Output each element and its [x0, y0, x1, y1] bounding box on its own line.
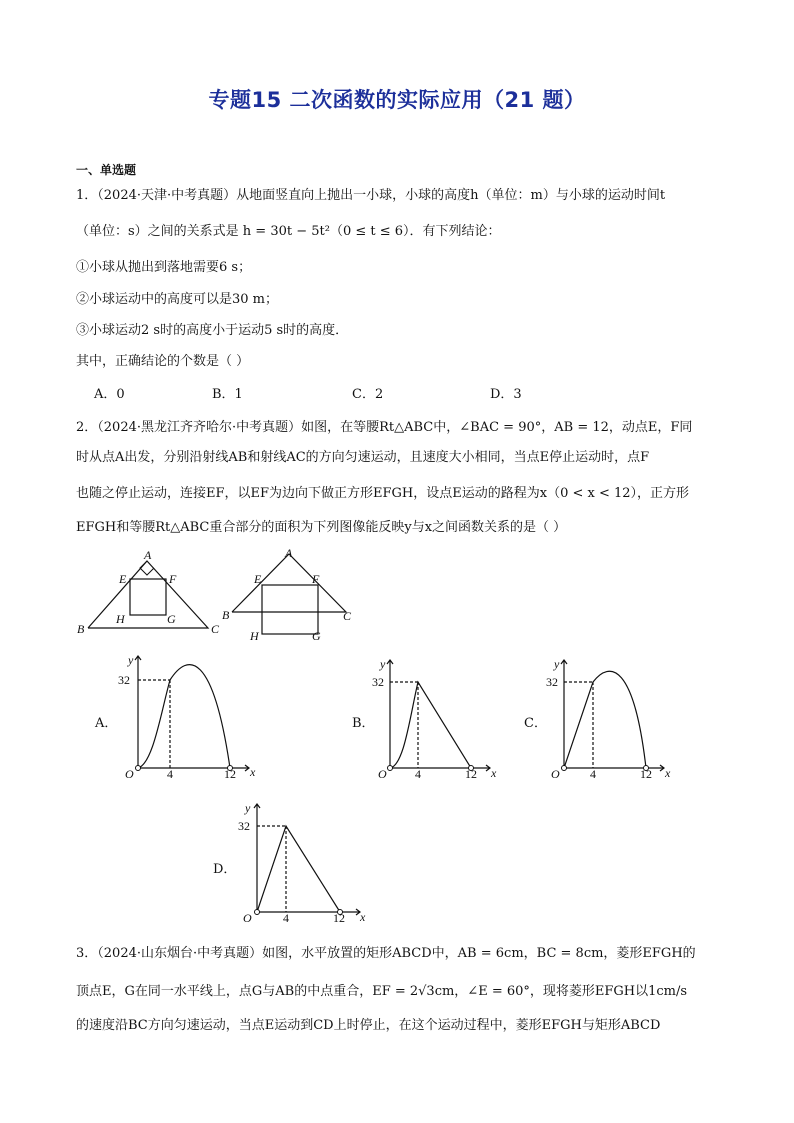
graph-b-x-tick-12: 12 — [465, 767, 477, 780]
fig2-label-h: H — [250, 629, 259, 643]
q1-statement-1: ①小球从抛出到落地需要6 s； — [76, 260, 252, 275]
q2-line3: 也随之停止运动，连接EF，以EF为边向下做正方形EFGH，设点E运动的路程为x（0 < x < 12），正方形 — [76, 486, 690, 501]
q1-option-b: B．1 — [212, 387, 243, 402]
graph-c-y-label: y — [554, 657, 560, 671]
fig1-label-h: H — [116, 612, 125, 626]
q3-line3: 的速度沿BC方向匀速运动，当点E运动到CD上时停止，在这个运动过程中，菱形EFGH与矩形ABCD — [76, 1018, 661, 1033]
q2-line1: 2．（2024·黑龙江齐齐哈尔·中考真题）如图，在等腰Rt△ABC中，∠BAC = 90°，AB = 12，动点E，F同 — [76, 420, 693, 435]
fig2-label-c: C — [343, 609, 352, 623]
q1-option-d: D．3 — [490, 387, 522, 402]
q1-line2: （单位：s）之间的关系式是 h = 30t − 5t²（0 ≤ t ≤ 6）．有下列结论： — [76, 224, 501, 239]
graph-d-origin-label: O — [243, 911, 252, 925]
graph-d-y-label: y — [245, 801, 251, 815]
fig2-label-f: F — [312, 572, 320, 586]
section-heading: 一、单选题 — [76, 163, 137, 177]
fig2-label-g: G — [312, 629, 321, 643]
graph-b-y-tick: 32 — [372, 675, 384, 689]
graph-b-x-label: x — [491, 766, 497, 780]
graph-d-origin-point — [255, 910, 260, 915]
graph-a-x-label: x — [250, 765, 256, 779]
q1-line1: 1．（2024·天津·中考真题）从地面竖直向上抛出一小球，小球的高度h（单位：m）与小球的运动时间t — [76, 188, 666, 203]
fig2-square — [262, 585, 318, 634]
q1-statement-3: ③小球运动2 s时的高度小于运动5 s时的高度． — [76, 323, 349, 338]
fig1-label-c: C — [211, 622, 220, 636]
graph-a — [113, 652, 263, 780]
fig2-label-b: B — [222, 608, 230, 622]
fig1-right-angle-mark — [140, 561, 154, 575]
q2-line4: EFGH和等腰Rt△ABC重合部分的面积为下列图像能反映y与x之间函数关系的是（ ） — [76, 520, 567, 535]
q2-option-d: D． — [213, 862, 237, 877]
graph-b — [370, 656, 510, 780]
graph-b-x-tick-4: 4 — [415, 767, 421, 780]
graph-d — [232, 800, 382, 926]
graph-c-origin-label: O — [551, 767, 560, 780]
graph-d-x-tick-4: 4 — [283, 911, 289, 925]
graph-d-y-tick: 32 — [238, 819, 250, 833]
q1-option-c: C．2 — [352, 387, 384, 402]
fig2-label-e: E — [254, 572, 262, 586]
fig2-triangle — [232, 554, 346, 612]
fig2-label-a: A — [285, 548, 293, 560]
graph-c-x-label: x — [665, 766, 671, 780]
graph-b-origin-point — [388, 766, 393, 771]
graph-c-y-tick: 32 — [546, 675, 558, 689]
fig1-square — [130, 579, 166, 615]
fig1-label-g: G — [167, 612, 176, 626]
graph-a-origin-label: O — [125, 767, 134, 780]
graph-b-y-label: y — [380, 657, 386, 671]
fig1-label-e: E — [119, 572, 127, 586]
graph-c-curve — [564, 671, 646, 768]
page-title: 专题15 二次函数的实际应用（21 题） — [208, 88, 586, 112]
q3-line1: 3．（2024·山东烟台·中考真题）如图，水平放置的矩形ABCD中，AB = 6cm，BC = 8cm，菱形EFGH的 — [76, 946, 696, 961]
q2-option-b: B． — [352, 716, 375, 731]
graph-a-x-tick-4: 4 — [167, 767, 173, 780]
graph-a-y-label: y — [128, 653, 134, 667]
q2-option-a: A． — [95, 716, 118, 731]
graph-a-curve — [138, 665, 230, 768]
q2-option-c: C． — [524, 716, 547, 731]
q1-statement-2: ②小球运动中的高度可以是30 m； — [76, 292, 279, 307]
q1-option-a: A．0 — [94, 387, 125, 402]
graph-d-x-label: x — [360, 910, 366, 924]
fig1-triangle — [88, 561, 208, 628]
fig1-label-b: B — [77, 622, 85, 636]
graph-c-x-tick-12: 12 — [640, 767, 652, 780]
graph-a-y-tick: 32 — [118, 673, 130, 687]
graph-d-x-tick-12: 12 — [333, 911, 345, 925]
graph-c-x-tick-4: 4 — [590, 767, 596, 780]
q1-ask: 其中，正确结论的个数是（ ） — [76, 354, 250, 369]
graph-b-curve — [390, 682, 471, 768]
fig1-label-f: F — [169, 572, 177, 586]
graph-d-curve — [257, 826, 340, 912]
graph-c-origin-point — [562, 766, 567, 771]
graph-c — [542, 656, 682, 780]
fig1-label-a: A — [144, 548, 152, 562]
graph-a-x-tick-12: 12 — [224, 767, 236, 780]
graph-b-origin-label: O — [378, 767, 387, 780]
q3-line2: 顶点E，G在同一水平线上，点G与AB的中点重合，EF = 2√3cm，∠E = 60°，现将菱形EFGH以1cm/s — [76, 984, 688, 999]
q2-triangle-figures — [74, 548, 374, 648]
graph-a-origin-point — [136, 766, 141, 771]
q2-line2: 时从点A出发，分别沿射线AB和射线AC的方向匀速运动，且速度大小相同，当点E停止运动时，点F — [76, 450, 650, 465]
